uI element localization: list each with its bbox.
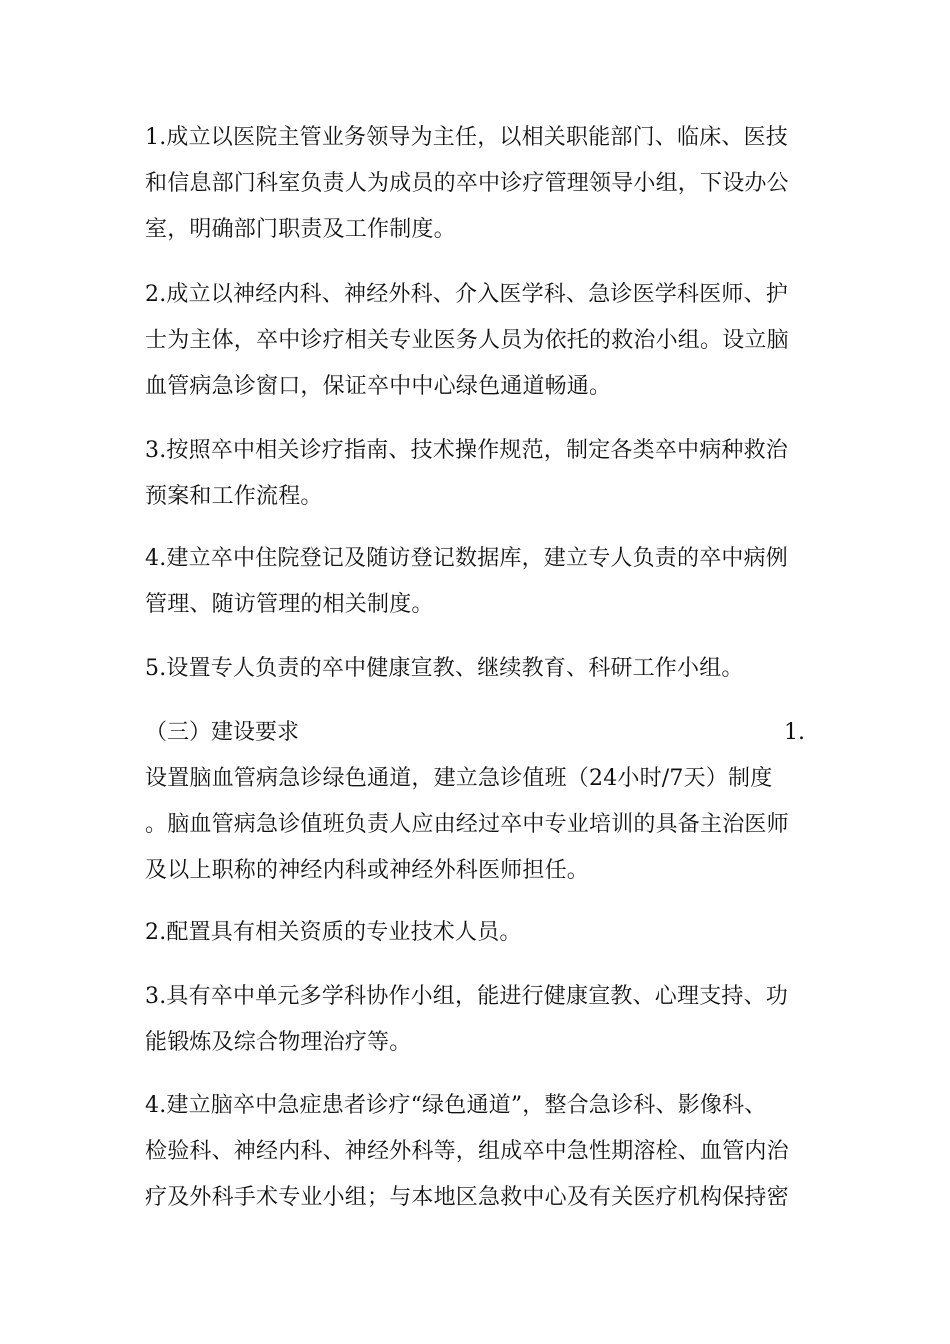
section-heading-row (145, 719, 805, 747)
paragraph-line: 3.按照卒中相关诊疗指南、技术操作规范，制定各类卒中病种救治 (145, 438, 788, 463)
paragraph-line: 疗及外科手术专业小组；与本地区急救中心及有关医疗机构保持密 (145, 1185, 789, 1210)
section-heading-number: 1. (784, 720, 805, 745)
paragraph-line: 血管病急诊窗口，保证卒中中心绿色通道畅通。 (145, 374, 612, 399)
paragraph-line: 室，明确部门职责及工作制度。 (145, 217, 456, 242)
paragraph-line: 预案和工作流程。 (145, 484, 323, 509)
paragraph-line: 及以上职称的神经内科或神经外科医师担任。 (145, 858, 590, 883)
paragraph-line: 3.具有卒中单元多学科协作小组，能进行健康宣教、心理支持、功 (145, 984, 788, 1009)
section-heading: （三）建设要求 (145, 720, 300, 745)
paragraph-line: 2.成立以神经内科、神经外科、介入医学科、急诊医学科医师、护 (145, 282, 788, 307)
paragraph-line: 设置脑血管病急诊绿色通道，建立急诊值班（24小时/7天）制度 (145, 766, 773, 791)
paragraph-line: 2.配置具有相关资质的专业技术人员。 (145, 920, 522, 945)
paragraph-line: 4.建立卒中住院登记及随访登记数据库，建立专人负责的卒中病例 (145, 546, 788, 571)
paragraph-line: 4.建立脑卒中急症患者诊疗“绿色通道”，整合急诊科、影像科、 (145, 1093, 767, 1118)
paragraph-line: 能锻炼及综合物理治疗等。 (145, 1030, 412, 1055)
paragraph-line: 5.设置专人负责的卒中健康宣教、继续教育、科研工作小组。 (145, 656, 744, 681)
paragraph-line: 检验科、神经内科、神经外科等，组成卒中急性期溶栓、血管内治 (145, 1139, 789, 1164)
paragraph-line: 士为主体，卒中诊疗相关专业医务人员为依托的救治小组。设立脑 (145, 328, 789, 353)
paragraph-line: 和信息部门科室负责人为成员的卒中诊疗管理领导小组，下设办公 (145, 171, 789, 196)
paragraph-line: 管理、随访管理的相关制度。 (145, 592, 434, 617)
paragraph-line: 1.成立以医院主管业务领导为主任，以相关职能部门、临床、医技 (145, 125, 788, 150)
paragraph-line: 。脑血管病急诊值班负责人应由经过卒中专业培训的具备主治医师 (145, 812, 789, 837)
